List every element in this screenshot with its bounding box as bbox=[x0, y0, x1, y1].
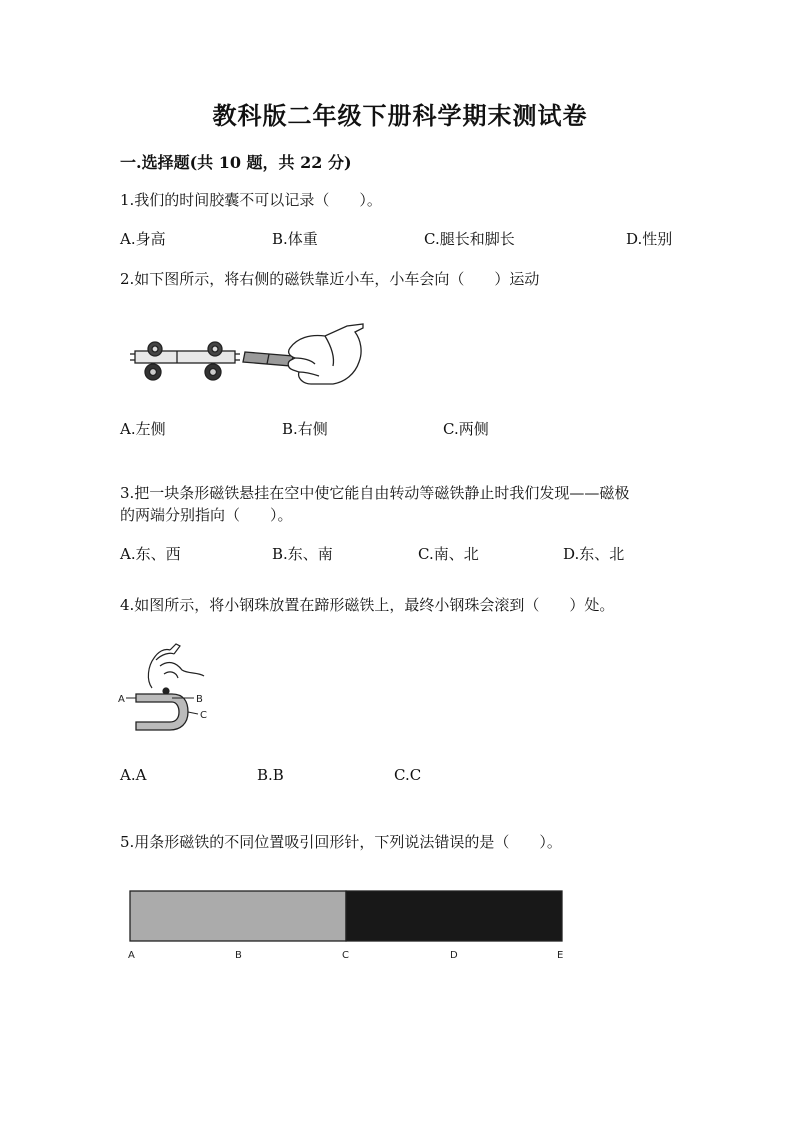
bar-label-e: E bbox=[557, 950, 564, 961]
horseshoe-magnet-figure bbox=[116, 640, 216, 736]
horseshoe-magnet bbox=[136, 694, 188, 730]
section-heading: 一.选择题(共 10 题，共 22 分) bbox=[120, 153, 352, 172]
bar-magnet bbox=[243, 352, 293, 366]
question-2-option-b[interactable]: B.右侧 bbox=[282, 420, 328, 438]
question-4-option-a[interactable]: A.A bbox=[120, 766, 147, 784]
question-4-option-b[interactable]: B.B bbox=[257, 766, 284, 784]
toy-car bbox=[130, 342, 240, 380]
question-1-option-b[interactable]: B.体重 bbox=[272, 230, 318, 248]
bar-label-d: D bbox=[450, 950, 458, 961]
hand-drawing bbox=[288, 324, 363, 384]
figure-label-b: B bbox=[196, 694, 203, 705]
question-3-text-line1: 3.把一块条形磁铁悬挂在空中使它能自由转动等磁铁静止时我们发现——磁极 bbox=[120, 484, 630, 502]
bar-label-c: C bbox=[342, 950, 349, 961]
bar-label-a: A bbox=[128, 950, 135, 961]
question-4-text: 4.如图所示，将小钢珠放置在蹄形磁铁上，最终小钢珠会滚到（ ）处。 bbox=[120, 596, 615, 614]
bar-magnet-light-half bbox=[130, 891, 346, 941]
question-3-text-line2: 的两端分别指向（ ）。 bbox=[120, 506, 293, 524]
question-3-option-d[interactable]: D.东、北 bbox=[563, 545, 625, 563]
question-2-option-c[interactable]: C.两侧 bbox=[443, 420, 489, 438]
question-1-option-a[interactable]: A.身高 bbox=[120, 230, 166, 248]
question-2-option-a[interactable]: A.左侧 bbox=[120, 420, 166, 438]
page-title: 教科版二年级下册科学期末测试卷 bbox=[212, 101, 588, 130]
car-and-magnet-figure bbox=[125, 318, 375, 390]
question-1-text: 1.我们的时间胶囊不可以记录（ ）。 bbox=[120, 191, 382, 209]
question-1-option-c[interactable]: C.腿长和脚长 bbox=[424, 230, 515, 248]
figure-label-a: A bbox=[118, 694, 125, 705]
figure-label-c: C bbox=[200, 710, 207, 721]
hand-with-ball bbox=[148, 644, 204, 694]
question-3-option-b[interactable]: B.东、南 bbox=[272, 545, 333, 563]
question-4-option-c[interactable]: C.C bbox=[394, 766, 422, 784]
bar-label-b: B bbox=[235, 950, 242, 961]
question-3-option-a[interactable]: A.东、西 bbox=[120, 545, 181, 563]
bar-magnet-dark-half bbox=[346, 891, 562, 941]
bar-magnet-figure bbox=[124, 888, 574, 964]
question-2-text: 2.如下图所示，将右侧的磁铁靠近小车，小车会向（ ）运动 bbox=[120, 270, 540, 288]
question-3-option-c[interactable]: C.南、北 bbox=[418, 545, 479, 563]
question-5-text: 5.用条形磁铁的不同位置吸引回形针，下列说法错误的是（ ）。 bbox=[120, 833, 562, 851]
question-1-option-d[interactable]: D.性别 bbox=[626, 230, 673, 248]
